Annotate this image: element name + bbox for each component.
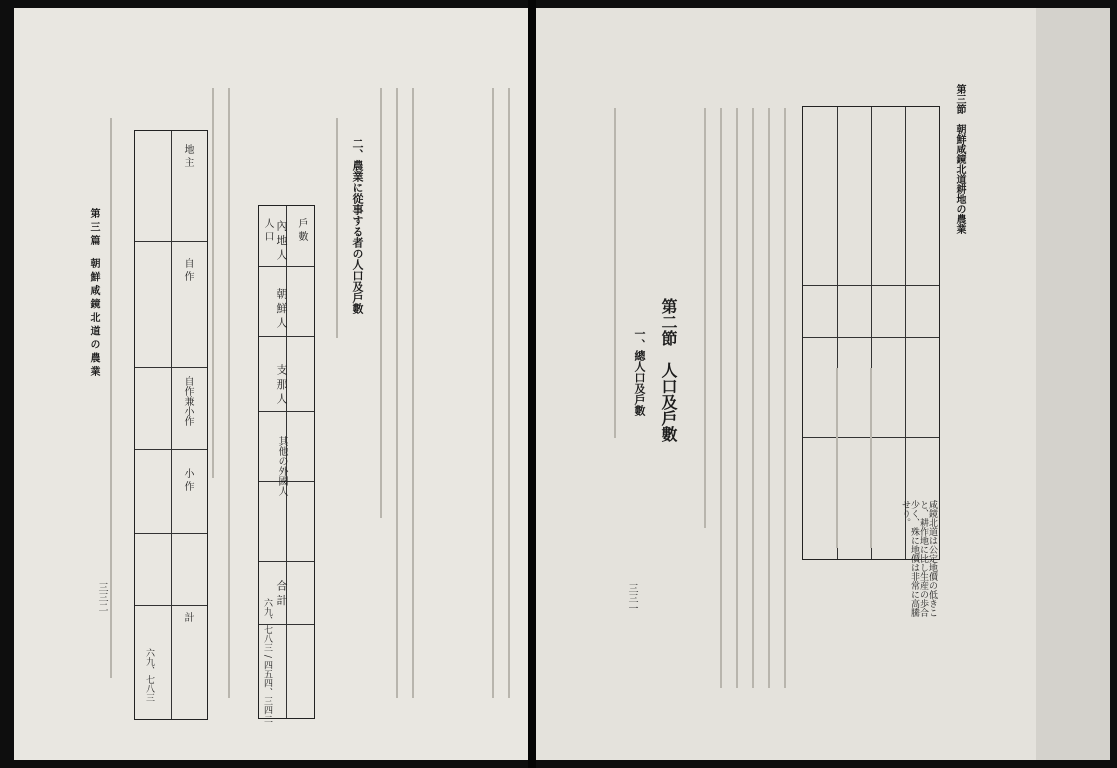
left-page [14,8,528,760]
running-header: 第三節 朝鮮咸鏡北道耕地の農業 [954,84,965,234]
text-line [508,88,510,698]
text-line [720,108,722,688]
row-households-label: 戶 數 [296,218,307,242]
tenure-row-owner-cultivator: 自 作 [182,258,193,282]
table-cell-text [870,368,872,548]
text-line [396,88,398,698]
scan-shadow [1036,8,1110,760]
tenure-row-owner: 地 主 [182,144,193,168]
tenure-row-tenant: 小 作 [182,468,193,492]
population-header-chinese: 支 那 人 [275,364,288,404]
subsection-heading: 一、總人口及戶數 [633,328,646,416]
text-line [768,108,770,688]
section-heading: 第二節 人口及戶數 [659,298,678,442]
text-line [614,108,616,438]
population-header-other: 其他の外國人 [276,436,287,496]
text-line [752,108,754,688]
population-header-korean: 朝 鮮 人 [275,288,288,328]
text-line [110,118,112,678]
section-heading: 二、農業に從事する者の人口及戶數 [351,138,364,314]
population-header-total: 合 計 [275,580,288,606]
tenure-row-tenant-owner: 自作兼小作 [182,376,193,426]
text-line [704,108,706,528]
right-page [536,8,1110,760]
text-line [412,88,414,698]
tenure-row-total: 計 [182,612,193,622]
text-line [212,88,214,478]
tenure-table [134,130,208,720]
text-line [228,88,230,698]
text-line [336,118,338,338]
footer-text: 第 三 篇 朝 鮮 咸 鏡 北 道 の 農 業 [88,208,99,377]
book-gutter [528,0,536,768]
table-note: 咸鏡北道は公定地價の低きこと、耕作地に比し生産の歩合少く、殊に地價は非常に高騰せり。 [900,500,937,617]
population-total-values: 六九、七八三 / 四五四、三四二 [262,598,272,724]
page-number: 三三二 [96,582,107,612]
row-population-label: 人 口 [262,218,273,242]
text-line [492,88,494,698]
text-line [784,108,786,688]
text-line [736,108,738,688]
table-cell-text [836,368,838,548]
tenure-total-value: 六九、七八三 [144,648,154,702]
page-number: 三三一 [626,583,637,613]
text-line [380,88,382,518]
population-header-inland: 內 地 人 [275,220,288,260]
